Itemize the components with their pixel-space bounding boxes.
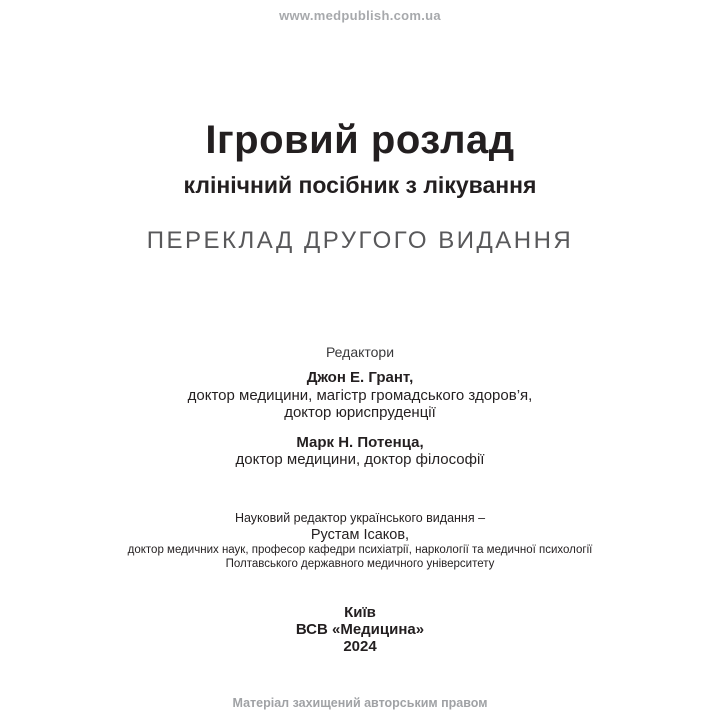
imprint-city: Київ bbox=[344, 604, 376, 621]
science-editor-intro: Науковий редактор українського видання – bbox=[234, 511, 486, 525]
editors-heading: Редактори bbox=[325, 344, 395, 360]
copyright-notice: Матеріал захищений авторським правом bbox=[232, 696, 488, 710]
site-watermark: www.medpublish.com.ua bbox=[279, 8, 441, 23]
imprint-block bbox=[0, 604, 720, 655]
editor-name: Джон Е. Грант, bbox=[306, 369, 414, 386]
book-subtitle: клінічний посібник з лікування bbox=[183, 172, 537, 198]
science-editor-credential: доктор медичних наук, професор кафедри психіатрії, наркології та медичної психології bbox=[127, 544, 593, 556]
science-editor-name: Рустам Ісаков, bbox=[310, 527, 410, 543]
editor-credential: доктор медицини, магістр громадського здоров’я, bbox=[187, 387, 533, 404]
editor-name: Марк Н. Потенца, bbox=[296, 434, 424, 451]
editor-credential: доктор медицини, доктор філософії bbox=[235, 451, 485, 468]
science-editor-credential: Полтавського державного медичного університету bbox=[225, 558, 495, 570]
editor-credential: доктор юриспруденції bbox=[284, 404, 436, 421]
imprint-year: 2024 bbox=[343, 638, 377, 655]
imprint-publisher: ВСВ «Медицина» bbox=[295, 621, 425, 638]
book-title: Ігровий розлад bbox=[205, 118, 515, 162]
edition-line: ПЕРЕКЛАД ДРУГОГО ВИДАННЯ bbox=[146, 227, 574, 254]
